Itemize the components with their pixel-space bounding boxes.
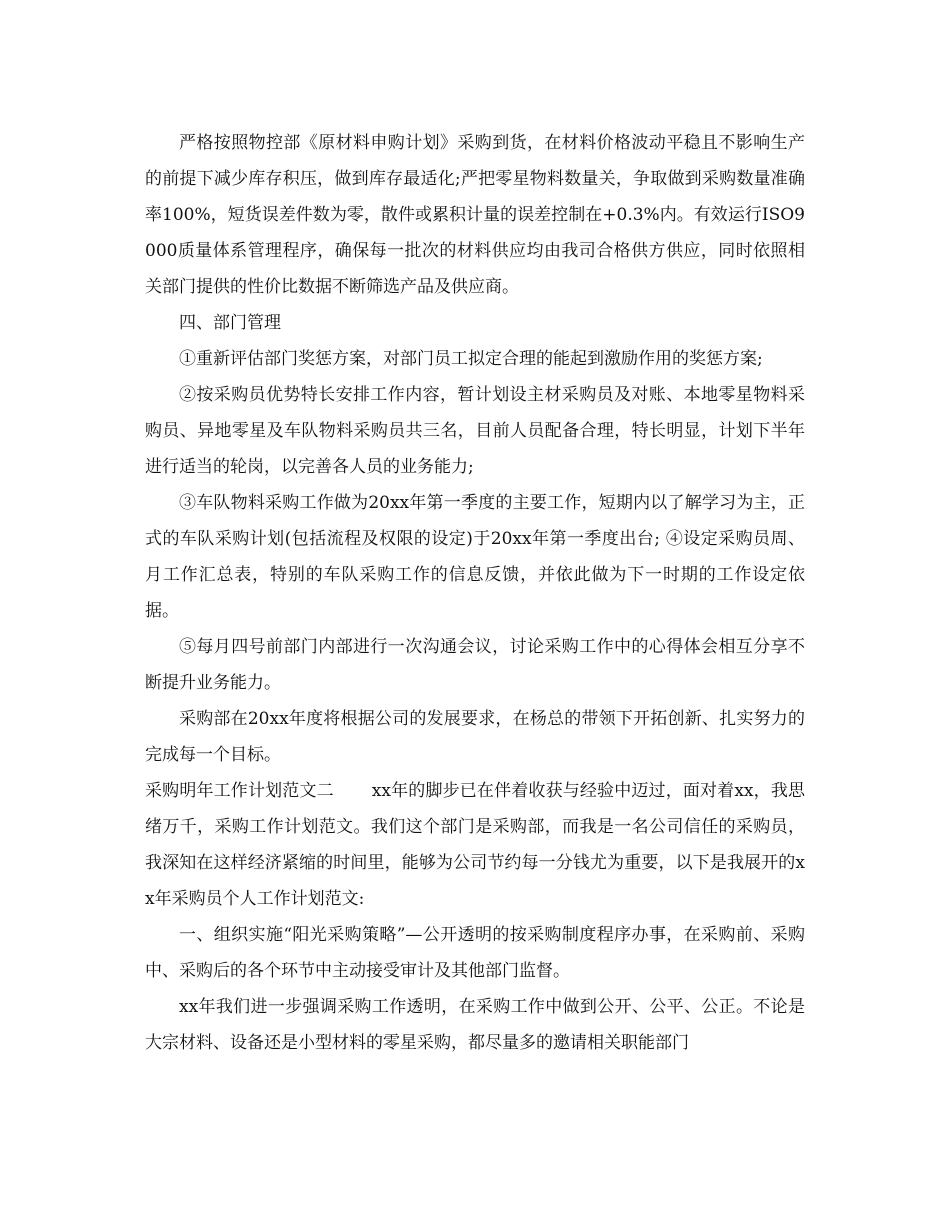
section-heading-department-management: 四、部门管理 [179,313,281,333]
paragraph-material-purchase: 严格按照物控部《原材料申购计划》采购到货，在材料价格波动平稳且不影响生产的前提下减少库存积压，做到库存最适化;严把零星物料数量关，争取做到采购数量准确率100%，短货误差件数为零，散件或累积计量的误差控制在+0.3%内。有效运行ISO9000质量体系管理程序，确保每一批次的材料供应均由我司合格供方供应，同时依照相关部门提供的性价比数据不断筛选产品及供应商。 [145,133,805,297]
list-item-reward-plan: ①重新评估部门奖惩方案，对部门员工拟定合理的能起到激励作用的奖惩方案; [179,349,763,369]
heading-sample-two: 采购明年工作计划范文二 [145,781,334,801]
list-item-fleet-purchase: ③车队物料采购工作做为20xx年第一季度的主要工作，短期内以了解学习为主，正式的车队采购计划(包括流程及权限的设定)于20xx年第一季度出台; ④设定采购员周、月工作汇总表，特别的车队采购工作的信息反馈，并依此做为下一时期的工作设定依据。 [145,493,805,621]
paragraph-sunshine-purchase: 一、组织实施“阳光采购策略”—公开透明的按采购制度程序办事，在采购前、采购中、采购后的各个环节中主动接受审计及其他部门监督。 [145,925,805,981]
paragraph-sample-two [145,773,805,917]
paragraph-transparency: xx年我们进一步强调采购工作透明，在采购工作中做到公开、公平、公正。不论是大宗材料、设备还是小型材料的零星采购，都尽量多的邀请相关职能部门 [145,997,805,1053]
paragraph-annual-goal: 采购部在20xx年度将根据公司的发展要求，在杨总的带领下开拓创新、扎实努力的完成每一个目标。 [145,709,805,765]
document-body [145,125,805,1061]
list-item-monthly-meeting: ⑤每月四号前部门内部进行一次沟通会议，讨论采购工作中的心得体会相互分享不断提升业务能力。 [145,637,805,693]
paragraph-sample-two-intro: xx年的脚步已在伴着收获与经验中迈过，面对着xx，我思绪万千，采购工作计划范文。我们这个部门是采购部，而我是一名公司信任的采购员，我深知在这样经济紧缩的时间里，能够为公司节约每一分钱尤为重要，以下是我展开的xx年采购员个人工作计划范文: [145,781,805,909]
list-item-staff-arrangement: ②按采购员优势特长安排工作内容，暂计划设主材采购员及对账、本地零星物料采购员、异地零星及车队物料采购员共三名，目前人员配备合理，特长明显，计划下半年进行适当的轮岗，以完善各人员的业务能力; [145,385,805,477]
